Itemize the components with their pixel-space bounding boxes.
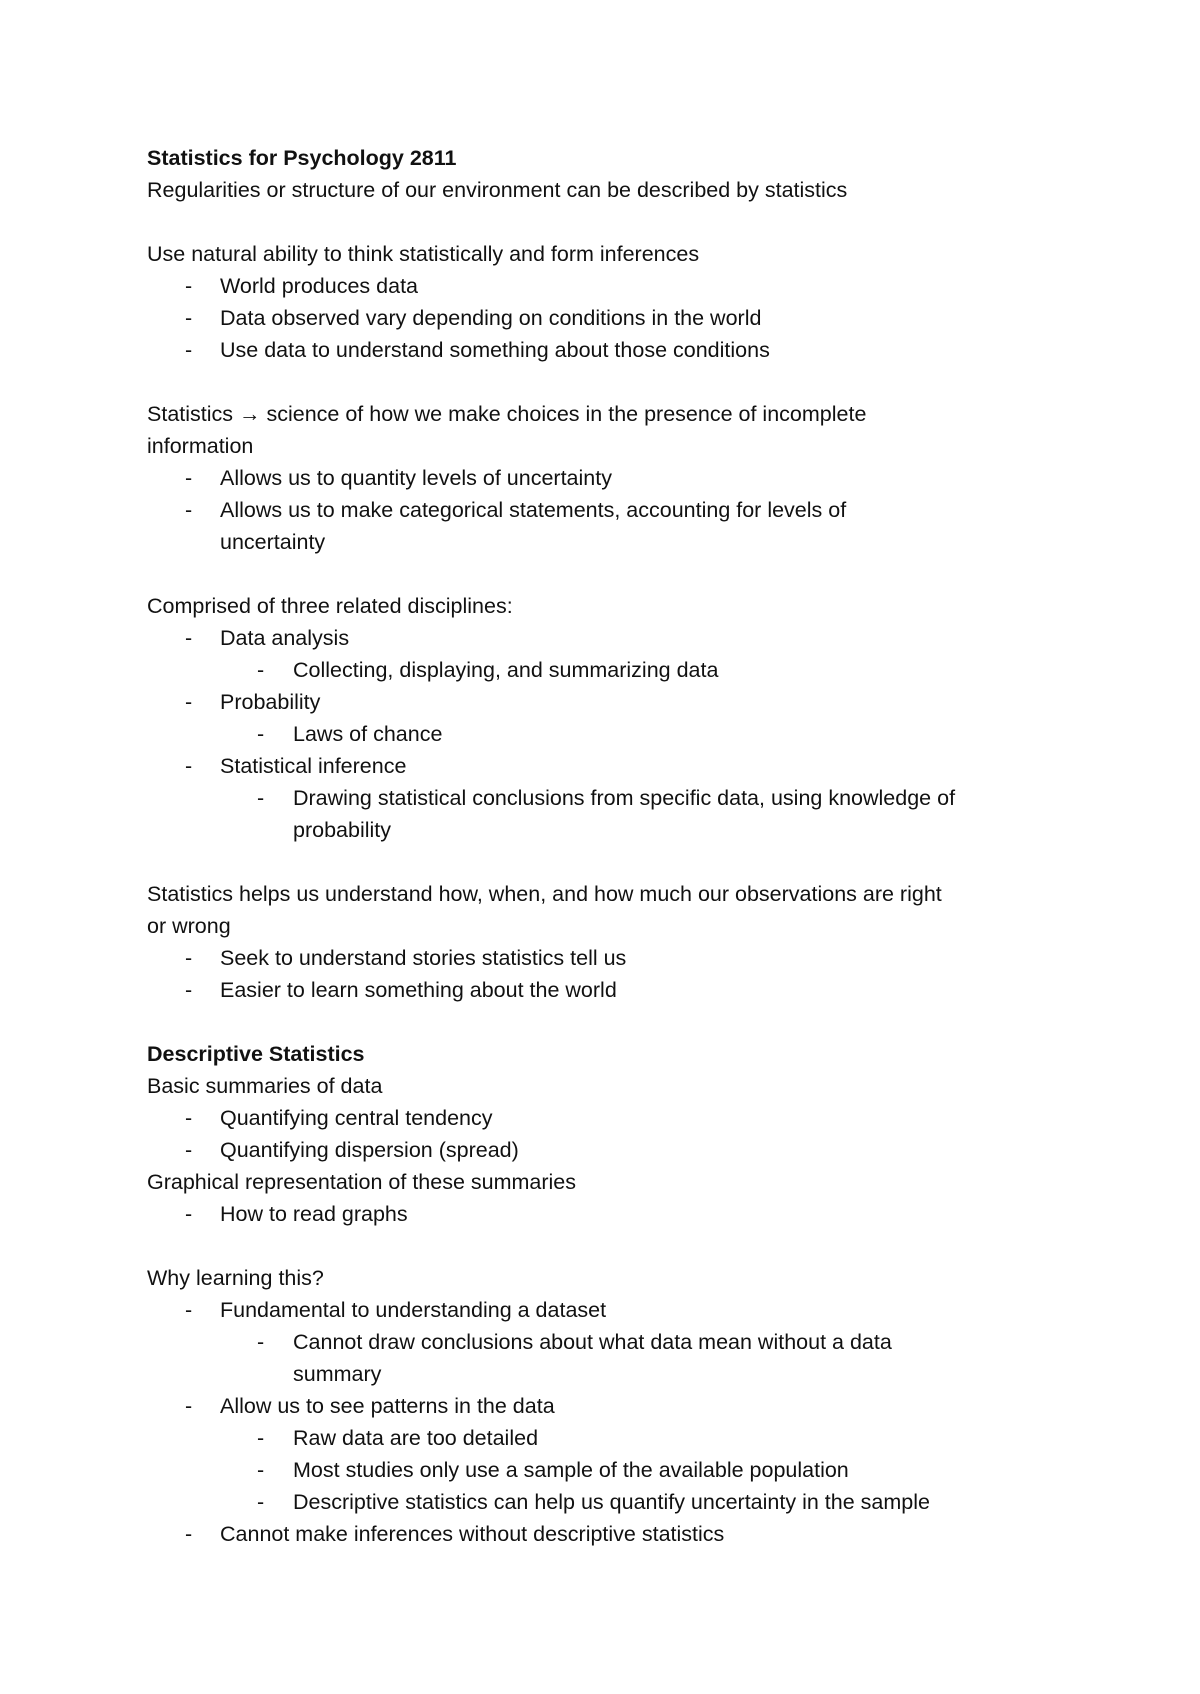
bullet-dash: - [185,1394,193,1418]
sub-list-item: - Most studies only use a sample of the available population [147,1454,1067,1486]
section-heading: Basic summaries of data [147,1074,383,1098]
bullet-dash: - [185,946,193,970]
bullet-dash: - [257,658,265,682]
spacer [147,1230,1067,1262]
section-heading: Use natural ability to think statistically and form inferences [147,242,700,266]
spacer [147,366,1067,398]
sub-list-item: - Descriptive statistics can help us quantify uncertainty in the sample [147,1486,1067,1518]
section-heading: Graphical representation of these summaries [147,1170,577,1194]
sub-list-item-continued: summary [293,1362,382,1386]
bullet-dash: - [257,1490,265,1514]
list-item: - Allows us to quantity levels of uncertainty [147,462,1067,494]
section-heading-continued: or wrong [147,914,231,938]
list-item: - Probability [147,686,1067,718]
spacer [147,846,1067,878]
list-item: - Allows us to make categorical statements, accounting for levels of [147,494,1067,526]
bullet-dash: - [185,754,193,778]
bullet-dash: - [257,722,265,746]
spacer [147,558,1067,590]
section-heading: Comprised of three related disciplines: [147,594,513,618]
bullet-dash: - [257,1458,265,1482]
bullet-dash: - [185,498,193,522]
bullet-dash: - [257,1426,265,1450]
bullet-dash: - [185,1522,193,1546]
list-item: - Easier to learn something about the world [147,974,1067,1006]
bullet-dash: - [185,466,193,490]
sub-list-item: - Raw data are too detailed [147,1422,1067,1454]
list-item: - Quantifying dispersion (spread) [147,1134,1067,1166]
bullet-dash: - [185,690,193,714]
spacer [147,206,1067,238]
bullet-dash: - [185,274,193,298]
list-item-continued: uncertainty [220,530,326,554]
bullet-dash: - [185,978,193,1002]
bullet-dash: - [185,1138,193,1162]
bullet-dash: - [185,626,193,650]
sub-list-item: - Collecting, displaying, and summarizing data [147,654,1067,686]
list-item: - How to read graphs [147,1198,1067,1230]
sub-list-item: - Cannot draw conclusions about what data mean without a data [147,1326,1067,1358]
bullet-dash: - [257,1330,265,1354]
sub-list-item: - Drawing statistical conclusions from specific data, using knowledge of [147,782,1067,814]
list-item: - Quantifying central tendency [147,1102,1067,1134]
bullet-dash: - [185,1202,193,1226]
section-heading: Why learning this? [147,1266,324,1290]
bullet-dash: - [185,338,193,362]
list-item: - Cannot make inferences without descriptive statistics [147,1518,1067,1550]
section-heading: Statistics helps us understand how, when, and how much our observations are right [147,882,942,906]
list-item: - World produces data [147,270,1067,302]
list-item: - Seek to understand stories statistics tell us [147,942,1067,974]
sub-list-item-continued: probability [293,818,391,842]
section-title: Descriptive Statistics [147,1042,365,1066]
list-item: - Statistical inference [147,750,1067,782]
bullet-dash: - [185,1298,193,1322]
sub-list-item: - Laws of chance [147,718,1067,750]
list-item: - Data observed vary depending on conditions in the world [147,302,1067,334]
document-page [147,142,1067,1550]
document-title: Statistics for Psychology 2811 [147,146,457,170]
list-item: - Use data to understand something about those conditions [147,334,1067,366]
bullet-dash: - [257,786,265,810]
list-item: - Allow us to see patterns in the data [147,1390,1067,1422]
bullet-dash: - [185,306,193,330]
intro-paragraph: Regularities or structure of our environment can be described by statistics [147,178,848,202]
bullet-dash: - [185,1106,193,1130]
section-heading: Statistics → science of how we make choices in the presence of incomplete [147,402,867,426]
section-heading-continued: information [147,434,254,458]
list-item: - Data analysis [147,622,1067,654]
list-item: - Fundamental to understanding a dataset [147,1294,1067,1326]
spacer [147,1006,1067,1038]
